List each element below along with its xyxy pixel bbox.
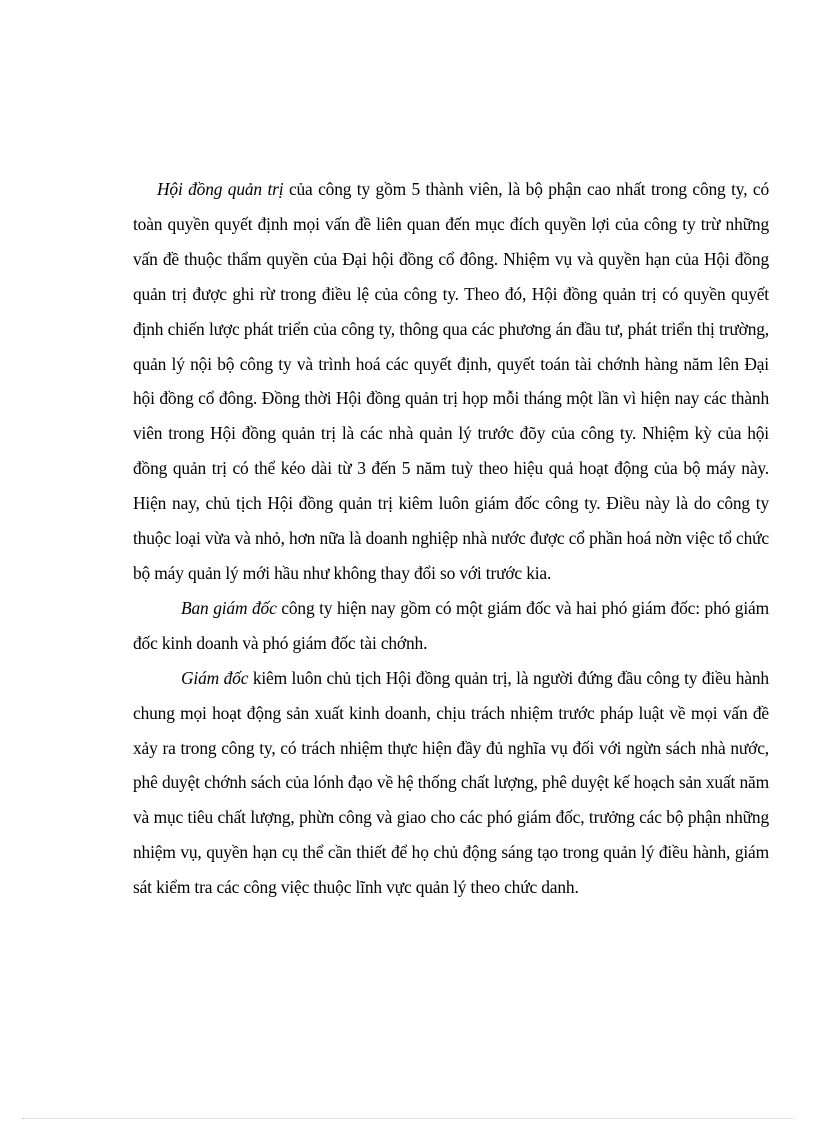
paragraph-text-management-board: công ty hiện nay gồm có một giám đốc và hai phó giám đốc: phó giám đốc kinh doanh và phó giám đốc tài chớnh. [133, 597, 769, 653]
paragraph-director [133, 661, 769, 905]
page-bottom-rule [22, 1118, 794, 1119]
paragraph-lead-board-of-directors: Hội đồng quản trị [157, 179, 284, 199]
paragraph-lead-management-board: Ban giám đốc [181, 597, 277, 618]
paragraph-management-board [133, 591, 769, 661]
paragraph-text-director: kiêm luôn chủ tịch Hội đồng quản trị, là người đứng đầu công ty điều hành chung mọi hoạt động sản xuất kinh doanh, chịu trách nhiệm trước pháp luật về mọi vấn đề xảy ra trong công ty, có trách nhiệm thực hiện đầy đủ nghĩa vụ đối với ngừn sách nhà nước, phê duyệt chớnh sách của lónh đạo về hệ thống chất lượng, phê duyệt kế hoạch sản xuất năm và mục tiêu chất lượng, phừn công và giao cho các phó giám đốc, trưởng các bộ phận những nhiệm vụ, quyền hạn cụ thể cần thiết để họ chủ động sáng tạo trong quản lý điều hành, giám sát kiểm tra các công việc thuộc lĩnh vực quản lý theo chức danh. [133, 667, 769, 898]
paragraph-lead-director: Giám đốc [181, 667, 249, 688]
paragraph-text-board-of-directors: của công ty gồm 5 thành viên, là bộ phận cao nhất trong công ty, có toàn quyền quyết định mọi vấn đề liên quan đến mục đích quyền lợi của công ty trừ những vấn đề thuộc thẩm quyền của Đại hội đồng cổ đông. Nhiệm vụ và quyền hạn của Hội đồng quản trị được ghi rừ trong điều lệ của công ty. Theo đó, Hội đồng quản trị có quyền quyết định chiến lược phát triển của công ty, thông qua các phương án đầu tư, phát triển thị trường, quản lý nội bộ công ty và trình hoá các quyết định, quyết toán tài chớnh hàng năm lên Đại hội đồng cổ đông. Đồng thời Hội đồng quản trị họp mỗi tháng một lần vì hiện nay các thành viên trong Hội đồng quản trị là các nhà quản lý trước đõy của công ty. Nhiệm kỳ của hội đồng quản trị có thể kéo dài từ 3 đến 5 năm tuỳ theo hiệu quả hoạt động của bộ máy này. Hiện nay, chủ tịch Hội đồng quản trị kiêm luôn giám đốc công ty. Điều này là do công ty thuộc loại vừa và nhỏ, hơn nữa là doanh nghiệp nhà nước được cổ phần hoá nờn việc tổ chức bộ máy quản lý mới hầu như không thay đổi so với trước kia. [133, 179, 769, 583]
paragraph-board-of-directors [133, 172, 769, 591]
document-body [133, 172, 769, 905]
